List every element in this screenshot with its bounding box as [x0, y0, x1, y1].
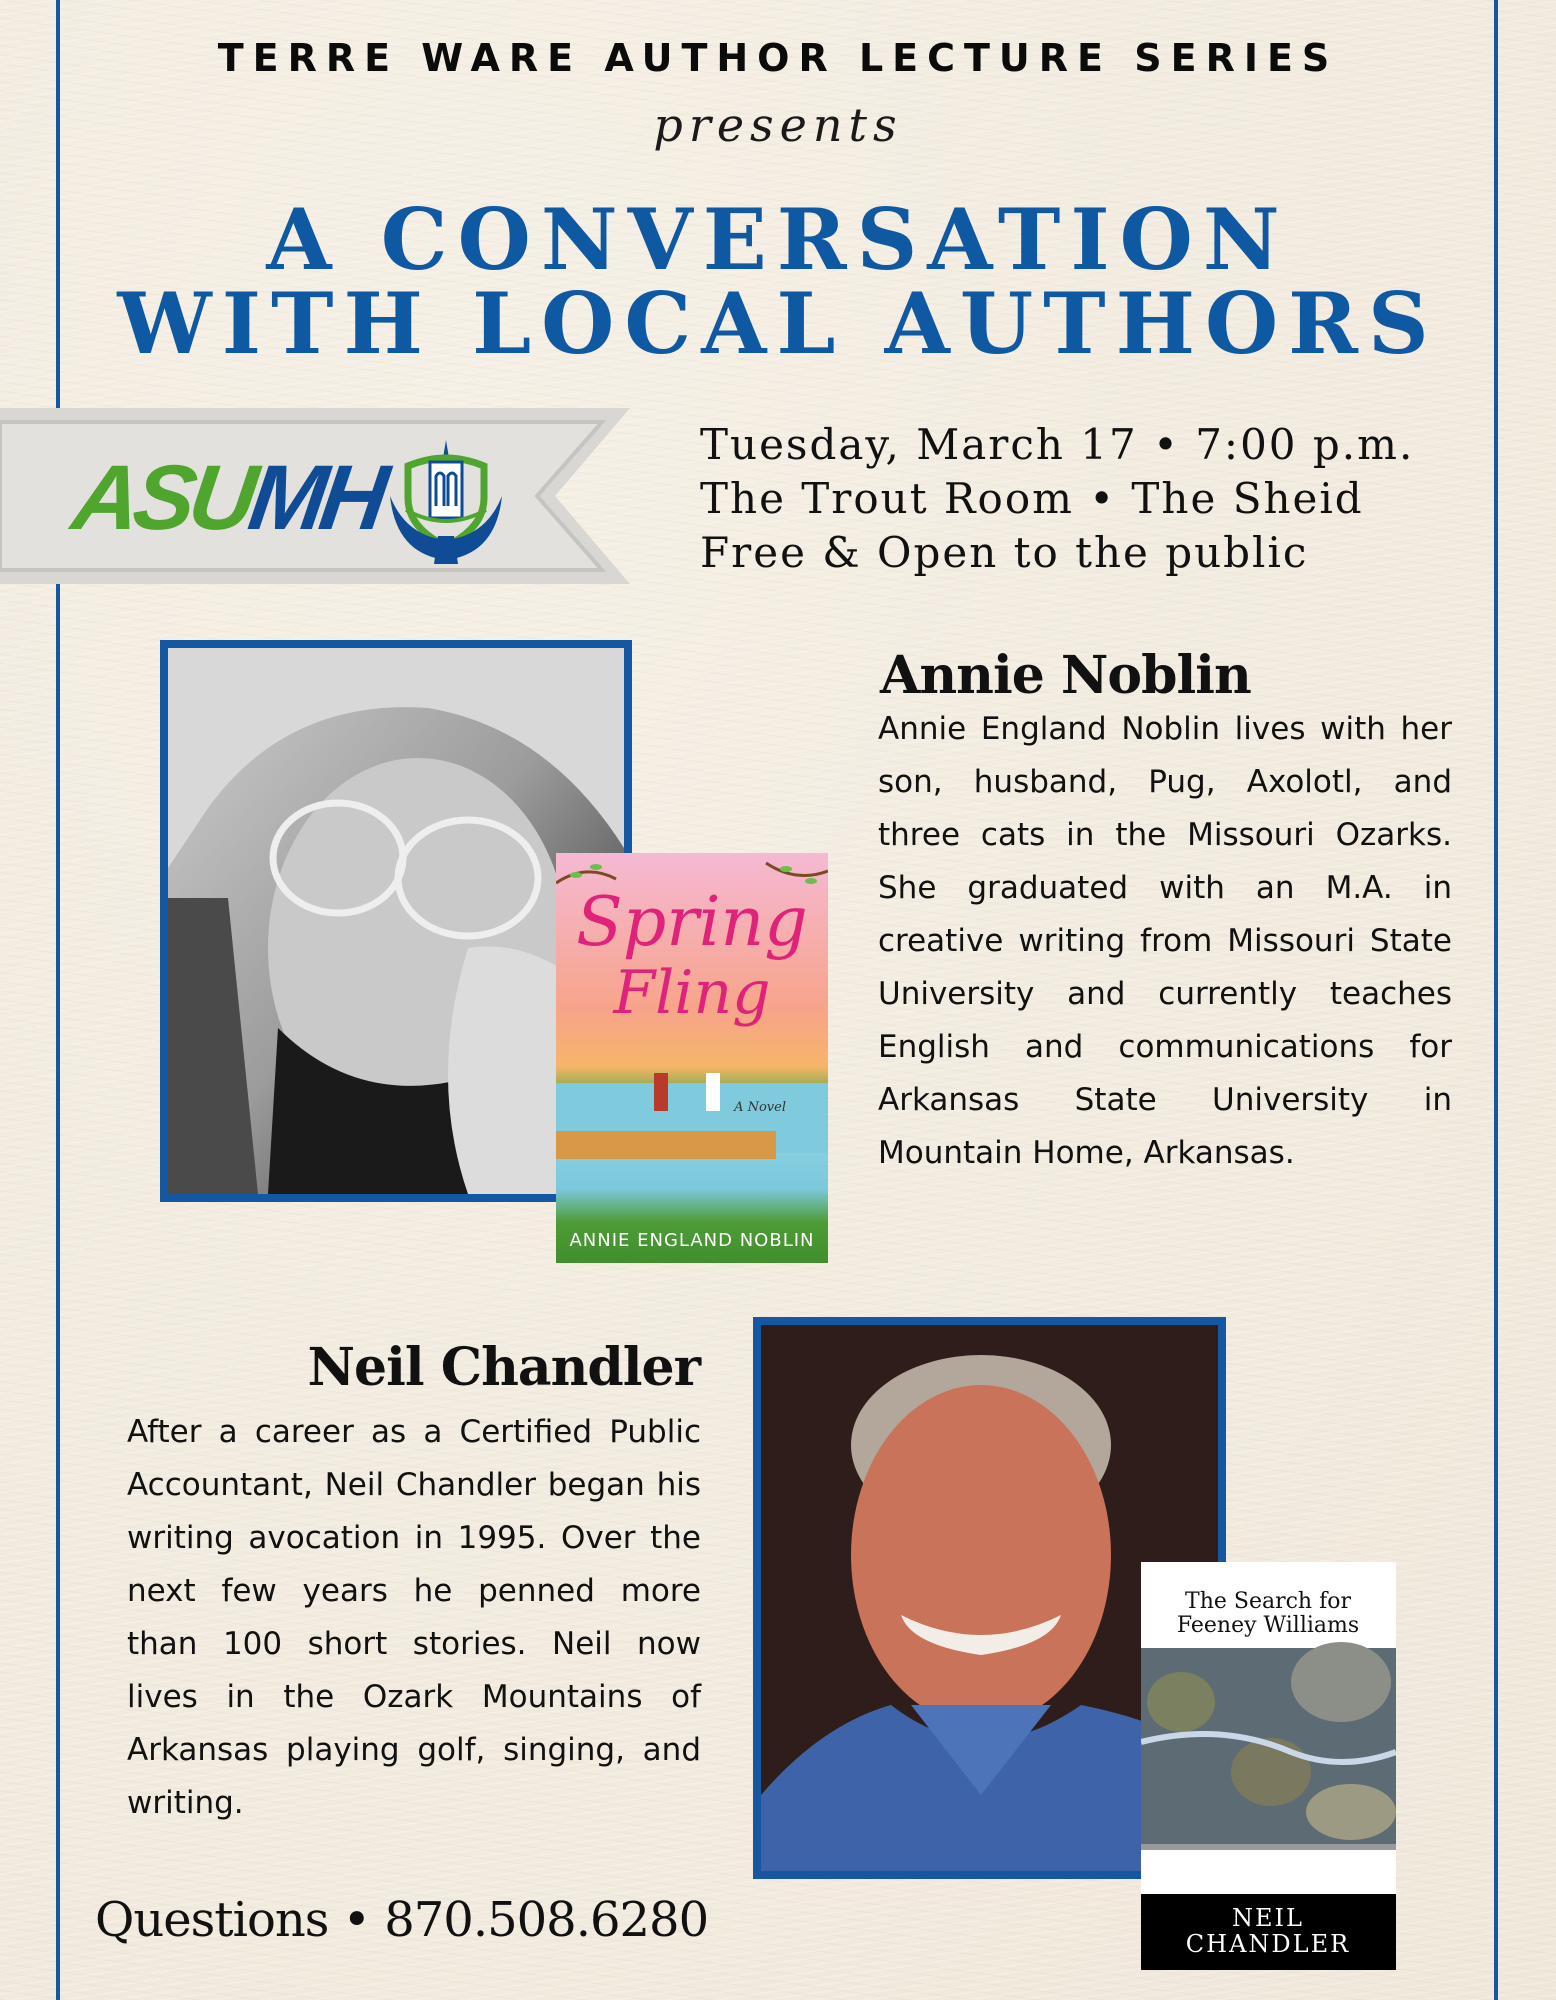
book-cover-search-for-feeney-williams	[1141, 1562, 1396, 1970]
asumh-logo	[66, 447, 389, 549]
crest-shield-icon	[386, 436, 506, 566]
event-date-time: Tuesday, March 17 • 7:00 p.m.	[700, 420, 1415, 469]
book-cover-spring-fling	[556, 853, 828, 1263]
event-admission: Free & Open to the public	[700, 528, 1309, 577]
book-cover-art	[556, 853, 828, 1263]
author-bio-neil-chandler: After a career as a Certified Public Accountant, Neil Chandler began his writing avocation in 1995. Over the next few years he penned more than 100 short stories. Neil now lives in the Ozark Mountains of Arkansas playing golf, singing, and writing.	[127, 1414, 701, 1821]
questions-contact: Questions • 870.508.6280	[95, 1892, 709, 1948]
event-details	[700, 418, 1414, 580]
book-cover-art	[1141, 1562, 1396, 1970]
svg-text:CHANDLER: CHANDLER	[1185, 1930, 1351, 1958]
logo-text-asu: ASU	[66, 447, 258, 549]
event-title-line1: A CONVERSATION	[266, 190, 1290, 289]
author-name-annie-noblin: Annie Noblin	[880, 645, 1251, 706]
author-name-neil-chandler: Neil Chandler	[307, 1337, 700, 1398]
svg-text:Spring: Spring	[576, 883, 808, 962]
svg-text:NEIL: NEIL	[1232, 1904, 1304, 1932]
svg-text:A Novel: A Novel	[734, 1100, 786, 1115]
svg-text:ANNIE ENGLAND NOBLIN: ANNIE ENGLAND NOBLIN	[569, 1230, 815, 1251]
event-title-line2: WITH LOCAL AUTHORS	[117, 274, 1439, 373]
svg-text:Fling: Fling	[613, 958, 771, 1028]
series-heading: TERRE WARE AUTHOR LECTURE SERIES	[217, 36, 1339, 80]
author-bio-annie-noblin: Annie England Noblin lives with her son, husband, Pug, Axolotl, and three cats in the Missouri Ozarks. She graduated with an M.A. in creative writing from Missouri State University and currently teaches English and communications for Arkansas State University in Mountain Home, Arkansas.	[878, 711, 1452, 1171]
svg-text:Feeney Williams: Feeney Williams	[1176, 1613, 1360, 1638]
svg-text:The Search for: The Search for	[1185, 1589, 1351, 1614]
logo-text-mh: MH	[243, 447, 389, 549]
presents-label: presents	[653, 98, 903, 152]
event-location: The Trout Room • The Sheid	[700, 474, 1364, 523]
